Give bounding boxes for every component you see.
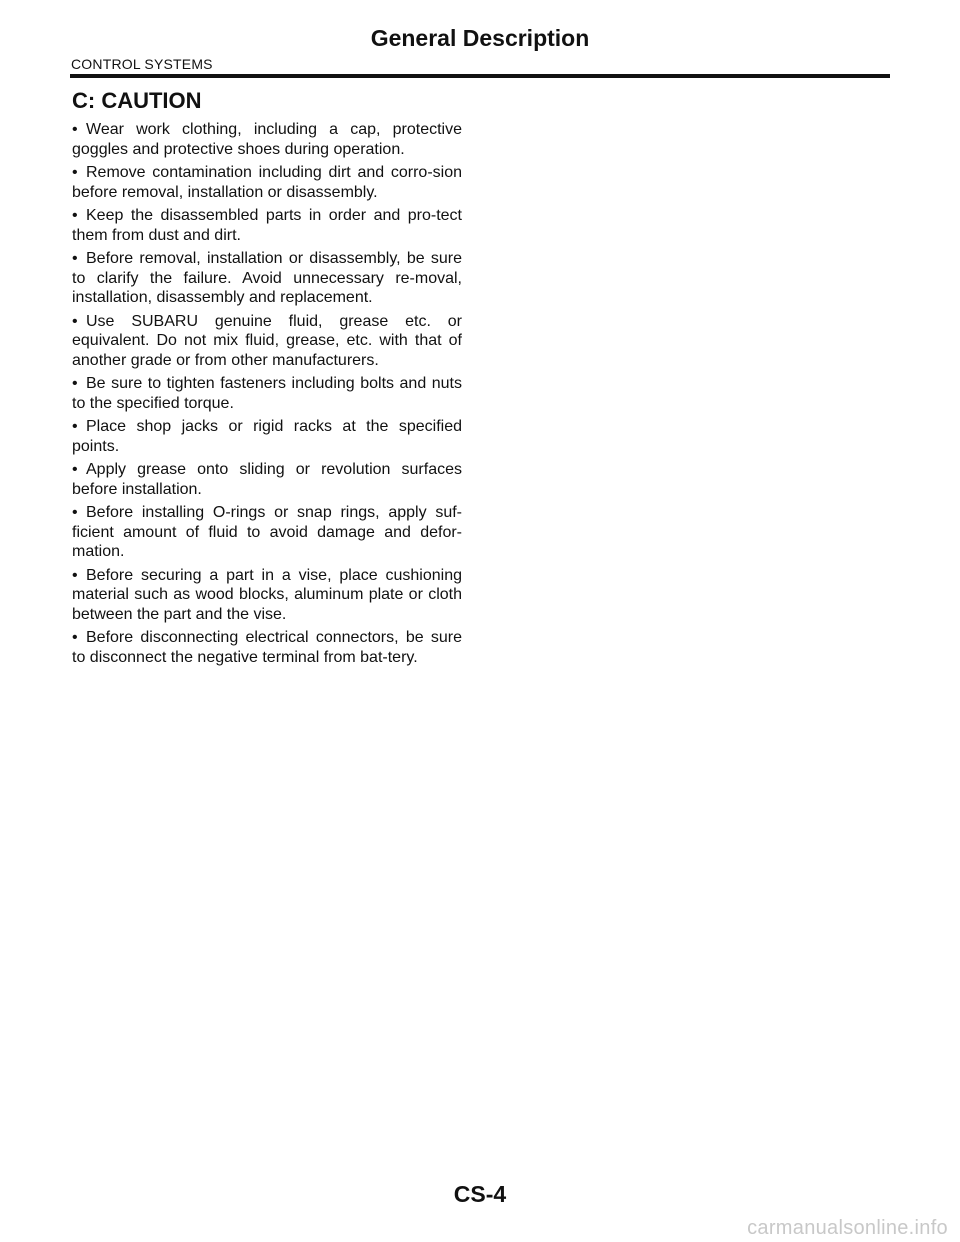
list-item bbox=[72, 417, 462, 456]
page-number: CS-4 bbox=[453, 1181, 507, 1207]
bullet-icon: • bbox=[72, 504, 78, 521]
list-item-text: Apply grease onto sliding or revolution surfaces before installation. bbox=[72, 461, 462, 498]
watermark: carmanualsonline.info bbox=[747, 1217, 948, 1239]
bullet-icon: • bbox=[72, 164, 78, 181]
bullet-icon: • bbox=[72, 375, 78, 392]
header-rule bbox=[70, 74, 890, 78]
list-item bbox=[72, 460, 462, 499]
section-heading: C: CAUTION bbox=[72, 88, 202, 113]
bullet-icon: • bbox=[72, 461, 78, 478]
page-header-title: General Description bbox=[370, 25, 590, 51]
caution-list bbox=[72, 120, 462, 667]
list-item bbox=[72, 249, 462, 308]
list-item-text: Before disconnecting electrical connectors, be sure to disconnect the negative terminal from bat-tery. bbox=[72, 629, 462, 666]
list-item-text: Place shop jacks or rigid racks at the specified points. bbox=[72, 418, 462, 455]
bullet-icon: • bbox=[72, 250, 78, 267]
list-item-text: Wear work clothing, including a cap, protective goggles and protective shoes during operation. bbox=[72, 121, 462, 158]
list-item-text: Before removal, installation or disassembly, be sure to clarify the failure. Avoid unnecessary re-moval, installation, disassembly and replacement. bbox=[72, 250, 462, 306]
list-item-text: Before securing a part in a vise, place cushioning material such as wood blocks, aluminum plate or cloth between the part and the vise. bbox=[72, 566, 462, 623]
bullet-icon: • bbox=[72, 418, 78, 435]
list-item bbox=[72, 120, 462, 159]
bullet-icon: • bbox=[72, 121, 78, 138]
list-item bbox=[72, 206, 462, 245]
content-column bbox=[72, 88, 462, 671]
list-item bbox=[72, 628, 462, 667]
list-item bbox=[72, 312, 462, 371]
list-item-text: Keep the disassembled parts in order and pro-tect them from dust and dirt. bbox=[72, 207, 462, 244]
list-item-text: Be sure to tighten fasteners including bolts and nuts to the specified torque. bbox=[72, 375, 462, 412]
bullet-icon: • bbox=[72, 312, 78, 330]
bullet-icon: • bbox=[72, 207, 78, 224]
list-item-text: Remove contamination including dirt and corro-sion before removal, installation or disassembly. bbox=[72, 164, 462, 201]
list-item-text: Use SUBARU genuine fluid, grease etc. or equivalent. Do not mix fluid, grease, etc. with that of another grade or from other manufacturers. bbox=[72, 312, 462, 369]
list-item-text: Before installing O-rings or snap rings, apply suf-ficient amount of fluid to avoid damage and defor-mation. bbox=[72, 504, 462, 560]
list-item bbox=[72, 163, 462, 202]
list-item bbox=[72, 503, 462, 562]
list-item bbox=[72, 374, 462, 413]
bullet-icon: • bbox=[72, 566, 78, 584]
list-item bbox=[72, 566, 462, 625]
bullet-icon: • bbox=[72, 629, 78, 646]
section-label: CONTROL SYSTEMS bbox=[71, 56, 213, 72]
